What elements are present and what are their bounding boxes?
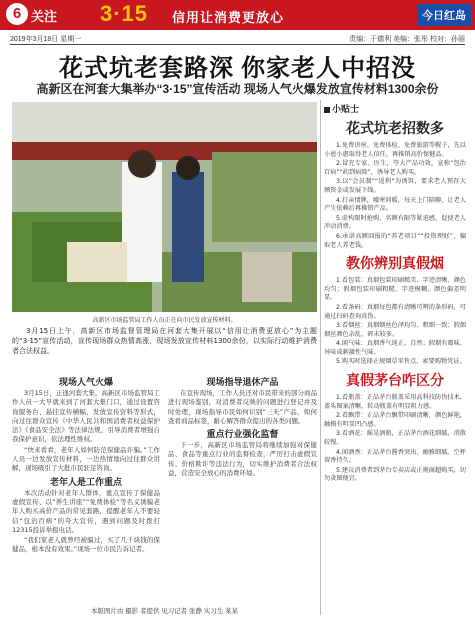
section-title: 现场人气火爆 — [58, 377, 113, 387]
body-paragraph: 在宣传现场，工作人员还对市民带来的部分商品进行现场鉴别，对消费者反映的问题进行登记并及时处理，现场指导市民如何识别“三无”产品，如何查看商品标签，耐心解答群众提出的各类问题。 — [168, 389, 317, 425]
body-paragraph: “我们家老人就曾经被骗过，买了几千块钱的保健品，根本没有效果。”现场一位市民告诉记者。 — [12, 536, 160, 554]
lead-paragraph: 3月15日上午，高新区市场监督管理局在河套大集开展以“信用让消费更放心”为主题的“3·15”宣传活动，宣传现场群众热情高涨，现场发放宣传材料1300余份，以实际行动维护消费者合法权益。 — [12, 327, 317, 355]
news-photo — [12, 102, 317, 312]
article-column-left — [12, 375, 160, 556]
editor-credits: 责编：于德利 美编：张彤 校对：孙丽 — [349, 36, 465, 43]
section-label: 关注 — [31, 9, 58, 24]
tip-item: 5.虚构限时抢购、名额有限等紧迫感，促使老人冲动消费。 — [324, 214, 466, 231]
tip-item: 3.以“会员制”“返利”为诱饵，要求老人预存大额资金或发展下线。 — [324, 178, 466, 194]
tip-item: 2.看飘带：正品茅台飘带印刷清晰，颜色鲜艳，触摸有明显凹凸感。 — [324, 412, 466, 428]
tips-title: 真假茅台咋区分 — [346, 374, 444, 390]
sidebar-tag — [324, 102, 466, 115]
newspaper-brand: 今日红岛 — [417, 4, 471, 26]
market-scene-image — [12, 102, 317, 312]
dateline: 2019年3月18日 星期一 — [10, 36, 82, 43]
tip-item: 4.闻气味：真烟香气纯正、自然；假烟有霉味、异味或刺激性气味。 — [324, 340, 466, 356]
sidebar — [324, 102, 466, 485]
body-paragraph: 3月15日，正逢河套大集，高新区市场监管局工作人员一大早就来到了河套大集门口，通过设置咨询服务台、悬挂宣传横幅、发放宣传资料等形式，向过往群众宣传《中华人民共和国消费者权益保护法》《食品安全法》等法律法规，引导消费者增强自我保护意识，依法理性维权。 — [12, 389, 160, 444]
tip-item: 5.购买时选择正规烟草零售点，索要购物凭证。 — [336, 358, 466, 366]
column-divider — [320, 100, 321, 615]
headline: 花式坑老套路深 你家老人中招没 — [59, 56, 416, 82]
slogan: 信用让消费更放心 — [172, 10, 285, 25]
tip-item: 4.打亲情牌，嘘寒问暖，每天上门陪聊，让老人产生依赖后再推销产品。 — [324, 196, 466, 213]
body-paragraph: 本次活动针对老年人群体，重点宣传了保健品虚假宣传、以“养生讲座”“免费体检”等名义诱骗老年人购买高价产品的常见套路，提醒老年人不要轻信“包治百病”的夸大宣传，遇到问题及时拨打12315投诉举报电话。 — [12, 488, 160, 534]
tips-title: 花式坑老招数多 — [346, 122, 444, 137]
body-paragraph: 下一步，高新区市场监管局将继续加强对保健品、食品等重点行业的监督检查，严厉打击虚假宣传、价格欺诈等违法行为，切实维护消费者合法权益，营造安全放心的消费环境。 — [168, 441, 317, 478]
section-title: 老年人是工作重点 — [49, 476, 122, 487]
tip-item: 1.免费讲座、免费体检、免费旅游等幌子，先以小恩小惠取得老人信任，再推销高价保健品。 — [324, 142, 466, 158]
tip-item: 2.看条码：真烟每包都有清晰可辨的条形码，可通过扫码查询真伪。 — [324, 303, 466, 320]
page-number: 6 — [6, 3, 28, 25]
divider — [10, 44, 465, 45]
tip-item: 3.看酒花：摇晃酒瓶，正品茅台酒花细腻，消散较慢。 — [324, 430, 466, 447]
section-title: 现场指导退休产品 — [206, 377, 279, 387]
body-paragraph: “快来看看，老年人如何防范保健品诈骗。”工作人员一边发放宣传材料，一边热情地向过往群众讲解，现场吸引了大批市民驻足咨询。 — [12, 445, 160, 473]
section-title: 重点行业强化监督 — [206, 429, 279, 440]
tip-item: 3.看烟丝：真烟烟丝色泽均匀、粗细一致；假烟烟丝颜色杂乱、碎末较多。 — [324, 322, 466, 338]
tip-item: 1.看包装：真烟包装印刷精美、字迹清晰、颜色均匀；假烟包装印刷粗糙、字迹模糊、颜色偏差明显。 — [324, 277, 466, 302]
subhead: 高新区在河套大集举办“3·15”宣传活动 现场人气火爆发放宣传材料1300余份 — [36, 82, 439, 96]
tip-item: 2.冒充专家、医生，夸大产品功效，宣称“包治百病”“药到病除”，诱导老人购买。 — [324, 160, 466, 176]
photo-caption: 高新区市场监管局工作人员正在向市民发放宣传材料。 — [92, 318, 237, 324]
square-bullet-icon — [324, 107, 330, 113]
article-column-right — [168, 375, 317, 479]
masthead-bar — [0, 0, 475, 30]
tip-item: 6.承诺高额回报的“养老项目”“投资理财”，骗取老人养老钱。 — [324, 232, 466, 249]
photo-credits: 本版图片由 摄影 者提供 见习记者 张静 实习生 某某 — [90, 608, 239, 615]
tip-item: 4.闻酒香：正品茅台酱香突出、幽雅细腻、空杯留香持久。 — [324, 448, 466, 465]
tips-title: 教你辨别真假烟 — [346, 257, 444, 273]
tip-item: 1.看瓶盖：正品茅台瓶盖采用高科技防伪技术，盖头图案清晰，转动瓶盖有明显阻力感。 — [324, 394, 466, 410]
event-logo: 3·15 — [100, 1, 149, 26]
tip-item: 5.建议消费者到茅台专卖店或正规商超购买，切勿贪图便宜。 — [324, 466, 466, 483]
sidebar-tag-label: 小贴士 — [332, 104, 360, 114]
